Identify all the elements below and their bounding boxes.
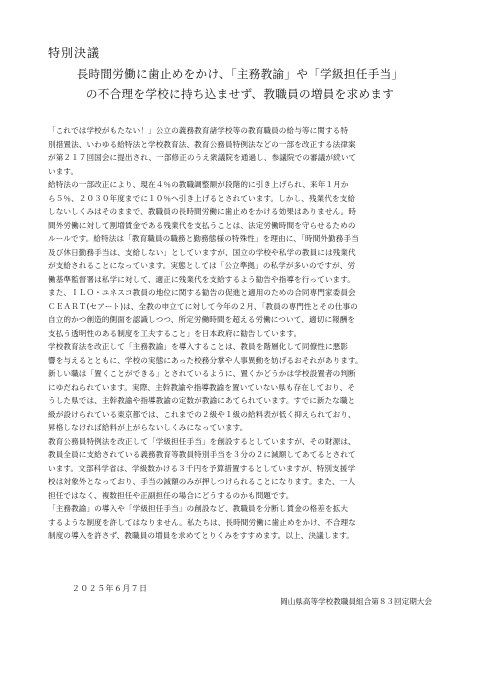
body-line: います。 [48,166,79,176]
body-line: 「主務教諭」の導入や「学級担任手当」の創設など、教職員を分断し賃金の格差を拡大 [48,504,349,513]
body-line: 教員全員に支給されている義務教育等教員特別手当を３分の２に減額してあてるとされて [48,450,356,459]
title-line: 長時間労働に歯止めをかけ、「主務教諭」や「学級担任手当」 [76,67,404,81]
body-line: 級が設けられている東京都では、これまでの２級や１級の給料表が低く抑えられており、 [48,409,356,419]
body-line: うした県では、主幹教諭や指導教諭の定数が教諭にあてられています。すでに新たな職と [48,396,356,405]
body-line: 制度の導入を許さず、教職員の増員を求めてとりくみをすすめます。以上、決議します。 [48,531,354,540]
body-line: するような制度を許してはなりません。私たちは、長時間労働に歯止めをかけ、不合理な [48,517,356,527]
body-line: ルールです。給特法は「教育職員の職務と勤務態様の特殊性」を理由に、「時間外勤務手当 [48,234,359,243]
body-line: 新しい職は「置くことができる」とされているように、置くかどうかは学校設置者の判断 [48,369,356,378]
body-line: 別措置法、いわゆる給特法と学校教育法、教育公務員特例法などの一部を改正する法律案 [48,139,356,149]
body-line: 自立的かつ創造的側面を認識しつつ、所定労働時間を超える労働について、適切に報酬を [48,315,356,324]
body-line: また、ＩＬＯ・ユネスコ教員の地位に関する勧告の促進と適用のための合同専門家委員会 [48,288,356,297]
body-line: 及び休日勤務手当は、支給しない」としていますが、国立の学校や私学の教員には残業代 [48,247,356,257]
body-line: 担任ではなく、複数担任や正副担任の場合にどうするのかも問題です。 [48,490,294,500]
body-line: が支給されることになっています。実態としては「公立準拠」の私学が多いのですが、労 [48,261,356,270]
body-line: が第２１７回国会に提出され、一部修正のうえ衆議院を通過し、参議院での審議が続いて [48,153,357,162]
body-line: ら５％、２０３０年度までに１０％へ引き上げるとされています。しかし、残業代を支給 [48,193,356,203]
resolution-body [48,124,440,543]
resolution-title [40,64,440,104]
body-line: 支払う透明性のある制度を工夫すること」を日本政府に勧告しています。 [48,328,302,338]
body-line: しないしくみはそのままで、教職員の長時間労働に歯止めをかける効果はありません。時 [48,207,357,216]
body-line: 学校教育法を改正して「主務教諭」を導入することは、教員を階層化して同僚性に悪影 [48,342,349,351]
body-line: 給特法の一部改正により、現在４％の教職調整額が段階的に引き上げられ、来年１月か [48,180,349,189]
body-line: 間外労働に対して割増賃金である残業代を支払うことは、法定労働時間を守らせるための [48,220,356,230]
body-line: 校は対象外となっており、手当の減額のみが押しつけられることになります。また、一人 [48,477,356,486]
body-line: 響を与えるとともに、学校の実態にあった校務分掌や人事異動を妨げるおそれがあります。 [48,355,363,365]
body-line: 「これでは学校がもたない！」公立の義務教育諸学校等の教育職員の給与等に関する特 [48,126,349,135]
resolution-heading: 特別決議 [48,46,101,60]
body-line: にゆだねられています。実際、主幹教諭や指導教諭を置いていない県も存在しており、そ [48,382,356,392]
body-line: 昇格しなければ給料が上がらないしくみになっています。 [48,423,248,432]
title-line: の不合理を学校に持ち込ませず、教職員の増員を求めます [85,87,395,101]
body-line: 教育公務員特例法を改正して「学級担任手当」を創設するとしていますが、その財源は、 [48,436,356,446]
resolution-date: ２０２５年６月７日 [72,584,148,593]
organization-signature: 岡山県高等学校教職員組合第８３回定期大会 [280,597,432,606]
body-line: ＣＥＡＲＴ(セアート)は、全教の申立てに対して今年の２月、「教員の専門性とその仕事の [48,301,358,311]
body-line: 働基準監督署は私学に対して、適正に残業代を支給するよう勧告や指導を行っています。 [48,274,355,284]
body-line: います。文部科学省は、学級数かける３千円を予算措置するとしていますが、特別支援学 [48,463,356,473]
